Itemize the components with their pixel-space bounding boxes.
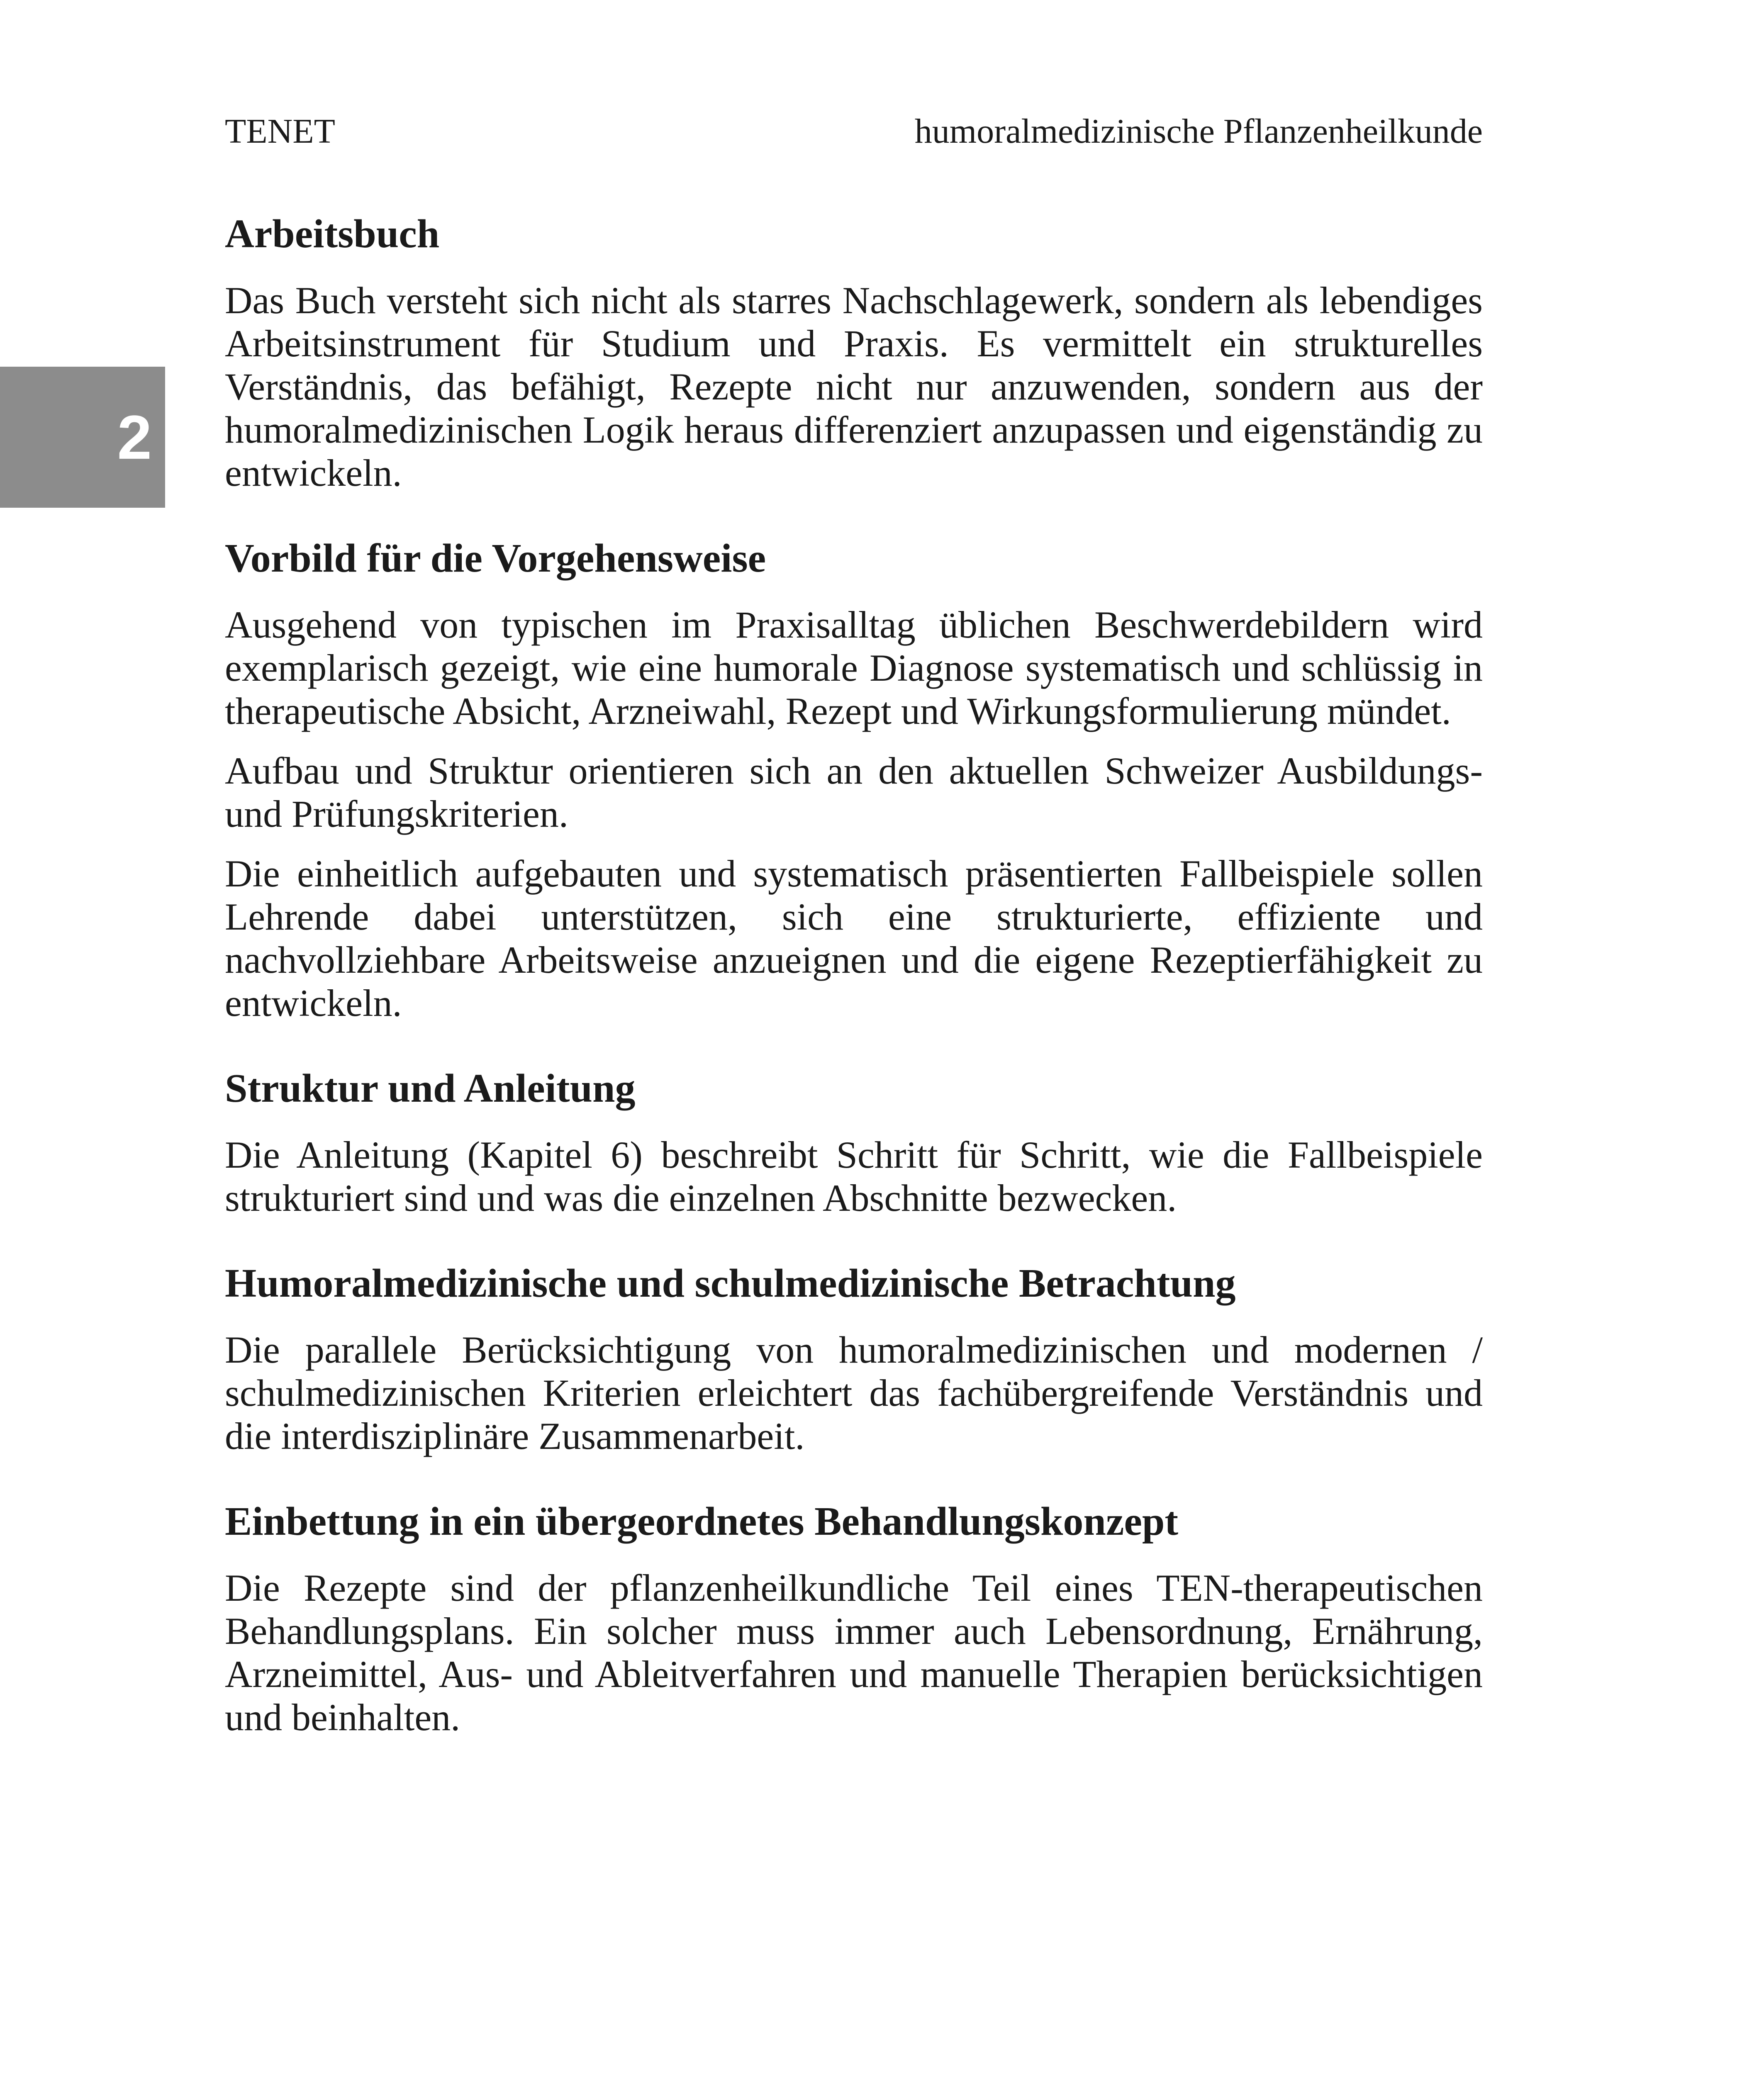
section-title: Vorbild für die Vorgehensweise (225, 536, 766, 581)
paragraph: Die einheitlich aufgebauten und systematisch präsentierten Fallbeispiele sollen Lehrende dabei unterstützen, sich eine strukturierte, effiziente und nachvollziehbare Arbeitsweise anzueignen und die eigene Rezeptierfähigkeit zu entwickeln. (225, 852, 1483, 1024)
section-betrachtung (225, 1257, 1483, 1458)
section-title: Einbettung in ein übergeordnetes Behandlungskonzept (225, 1499, 1178, 1544)
section-vorbild (225, 532, 1483, 1025)
chapter-number: 2 (117, 402, 152, 472)
section-einbettung (225, 1495, 1483, 1739)
paragraph: Die Rezepte sind der pflanzenheilkundliche Teil eines TEN-therapeutischen Behandlungsplans. Ein solcher muss immer auch Lebensordnung, Ernährung, Arzneimittel, Aus- und Ableitverfahren und manuelle Therapien berücksichtigen und beinhalten. (225, 1567, 1483, 1738)
paragraph: Aufbau und Struktur orientieren sich an den aktuellen Schweizer Ausbildungs- und Prüfungskriterien. (225, 750, 1483, 835)
paragraph: Das Buch versteht sich nicht als starres Nachschlagewerk, sondern als lebendiges Arbeitsinstrument für Studium und Praxis. Es vermittelt ein strukturelles Verständnis, das befähigt, Rezepte nicht nur anzuwenden, sondern aus der humoralmedizinischen Logik heraus differenziert anzupassen und eigenständig zu entwickeln. (225, 279, 1483, 494)
section-struktur (225, 1062, 1483, 1220)
section-title: Arbeitsbuch (225, 212, 440, 256)
running-header (225, 109, 1483, 154)
section-title: Humoralmedizinische und schulmedizinische Betrachtung (225, 1261, 1236, 1306)
paragraph: Die Anleitung (Kapitel 6) beschreibt Schritt für Schritt, wie die Fallbeispiele strukturiert sind und was die einzelnen Abschnitte bezwecken. (225, 1134, 1483, 1219)
section-title: Struktur und Anleitung (225, 1066, 636, 1111)
paragraph: Die parallele Berücksichtigung von humoralmedizinischen und modernen / schulmedizinischen Kriterien erleichtert das fachübergreifende Verständnis und die interdisziplinäre Zusammenarbeit. (225, 1329, 1483, 1457)
header-left: TENET (225, 112, 335, 151)
paragraph: Ausgehend von typischen im Praxisalltag üblichen Beschwerdebildern wird exemplarisch gezeigt, wie eine humorale Diagnose systematisch und schlüssig in therapeutische Absicht, Arzneiwahl, Rezept und Wirkungsformulierung mündet. (225, 604, 1483, 732)
main-content (225, 207, 1483, 1776)
chapter-tab (0, 367, 165, 508)
section-arbeitsbuch (225, 207, 1483, 494)
header-right: humoralmedizinische Pflanzenheilkunde (914, 112, 1483, 151)
